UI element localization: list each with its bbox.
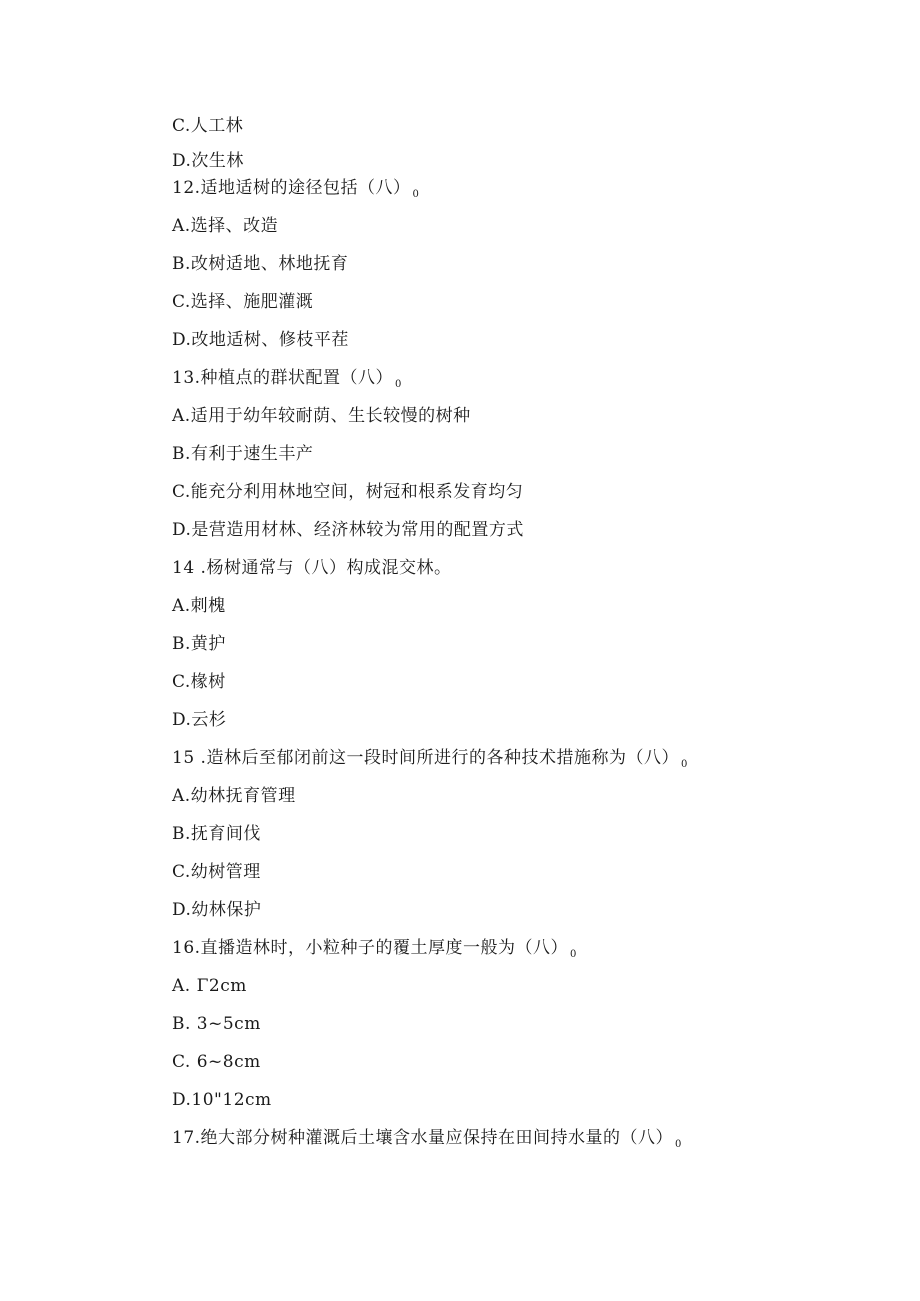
question-line: 16.直播造林时，小粒种子的覆土厚度一般为（八） $_0$ [172,938,577,960]
option-line: A.选择、改造 [172,216,279,236]
option-line: A. Γ2cm [172,976,247,996]
option-line: C.能充分利用林地空间，树冠和根系发育均匀 [172,482,524,502]
question-line: 13.种植点的群状配置（八） $_0$ [172,368,402,390]
option-line: B. 3~5cm [172,1014,261,1034]
option-line: B.有利于速生丰产 [172,444,314,464]
option-line: C.幼树管理 [172,862,261,882]
question-line: 17.绝大部分树种灌溉后土壤含水量应保持在田间持水量的（八） $_0$ [172,1128,682,1150]
option-line: D.10"12cm [172,1090,272,1110]
option-line: D.改地适树、修枝平茬 [172,330,349,350]
question-line: 14 .杨树通常与（八）构成混交林。 [172,558,452,578]
option-line: C.人工林 [172,116,244,136]
question-line: 15 .造林后至郁闭前这一段时间所进行的各种技术措施称为（八） $_0$ [172,748,688,770]
option-line: A.适用于幼年较耐荫、生长较慢的树种 [172,406,471,426]
option-line: B.黄护 [172,634,226,654]
question-line: 12.适地适树的途径包括（八） $_0$ [172,178,420,200]
option-line: B.改树适地、林地抚育 [172,254,349,274]
option-line: C. 6~8cm [172,1052,261,1072]
option-line: D.云杉 [172,710,227,730]
option-line: D.幼林保护 [172,900,262,920]
option-line: A.幼林抚育管理 [172,786,296,806]
option-line: D.是营造用材林、经济林较为常用的配置方式 [172,520,524,540]
option-line: C.椽树 [172,672,226,692]
option-line: C.选择、施肥灌溉 [172,292,314,312]
option-line: D.次生林 [172,151,244,171]
option-line: A.刺槐 [172,596,226,616]
option-line: B.抚育间伐 [172,824,261,844]
